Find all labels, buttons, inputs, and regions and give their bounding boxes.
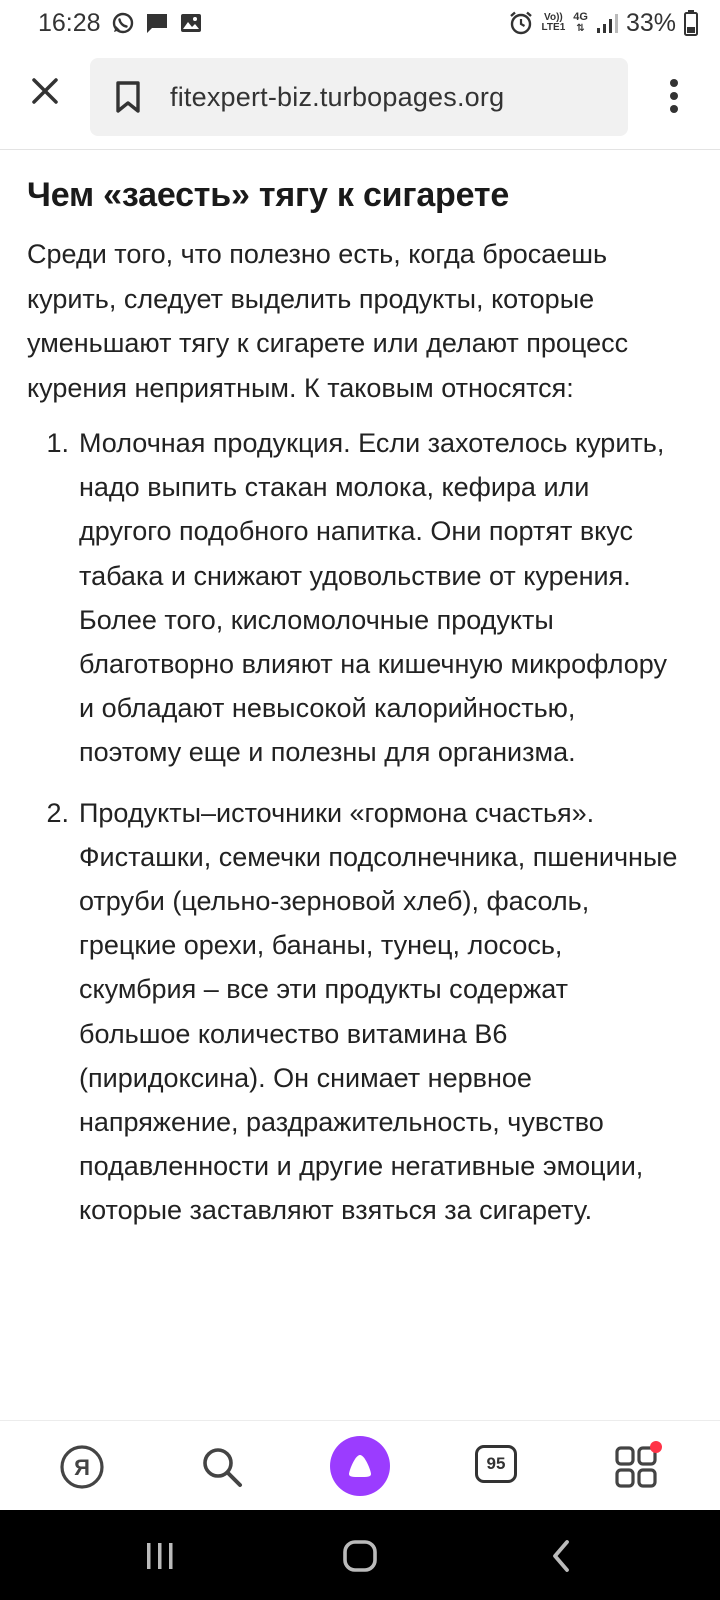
back-button[interactable] (542, 1536, 582, 1576)
services-button[interactable] (614, 1445, 658, 1489)
svg-text:Я: Я (74, 1455, 90, 1480)
alice-assistant-button[interactable] (330, 1436, 390, 1496)
alarm-icon (508, 10, 534, 36)
tabs-count-badge: 95 (475, 1445, 517, 1483)
home-button[interactable] (340, 1536, 380, 1576)
network-indicator: 4G ⇅ (573, 11, 588, 34)
yandex-home-button[interactable] (58, 1443, 106, 1491)
list-item-number: 2. (46, 797, 69, 828)
article-intro: Среди того, что полезно есть, когда бросаешь курить, следует выделить продукты, которые уменьшают тягу к сигарете или делают процесс курения неприятным. К таковым относятся: (27, 239, 629, 403)
back-icon (547, 1538, 577, 1574)
status-bar (0, 0, 720, 46)
yandex-logo-icon (59, 1444, 105, 1490)
list-item-text: Молочная продукция. Если захотелось курить, надо выпить стакан молока, кефира или другого подобного напитка. Они портят вкус табака и снижают удовольствие от курения. Более того, кисломолочные продукты благотворно влияют на кишечную микрофлору и обладают невысокой калорийностью, поэтому еще и полезны для организма. (79, 428, 668, 768)
whatsapp-icon (111, 11, 135, 35)
numbered-list (27, 421, 697, 1233)
home-icon (341, 1537, 379, 1575)
message-icon (145, 11, 169, 35)
battery-icon (684, 10, 698, 36)
more-vertical-icon (668, 78, 680, 114)
more-menu-button[interactable] (656, 72, 692, 120)
status-time: 16:28 (38, 8, 101, 37)
list-item-text: Продукты–источники «гормона счастья». Фисташки, семечки подсолнечника, пшеничные отруби (цельно-зерновой хлеб), фасоль, грецкие орехи, бананы, тунец, лосось, скумбрия – все эти продукты содержат большое количество витамина B6 (пиридоксина). Он снимает нервное напряжение, раздражительность, чувство подавленности и другие негативные эмоции, которые заставляют взяться за сигарету. (79, 797, 678, 1226)
bottom-navigation (0, 1420, 720, 1510)
close-icon (30, 76, 60, 106)
system-navigation-bar (0, 1510, 720, 1600)
article-heading: Чем «заесть» тягу к сигарете (27, 176, 510, 214)
tabs-button[interactable] (475, 1445, 517, 1483)
list-item-number: 1. (46, 428, 69, 458)
close-button[interactable] (22, 68, 68, 114)
list-item (27, 791, 697, 1233)
search-icon (200, 1445, 244, 1489)
signal-icon (596, 12, 618, 34)
search-button[interactable] (198, 1443, 246, 1491)
bookmark-icon (114, 80, 142, 114)
url-text: fitexpert-biz.turbopages.org (170, 81, 505, 112)
recent-apps-button[interactable] (140, 1536, 180, 1576)
apps-grid-icon (615, 1446, 657, 1488)
browser-header (0, 46, 720, 150)
gallery-icon (179, 11, 203, 35)
notification-dot (650, 1441, 662, 1453)
list-item (27, 421, 697, 775)
bookmark-button[interactable] (90, 58, 156, 136)
article-content (27, 150, 697, 1420)
battery-percent: 33% (625, 8, 676, 37)
recent-apps-icon (143, 1539, 177, 1573)
alice-icon (345, 1451, 375, 1481)
volte-indicator: Vo)) LTE1 (541, 12, 566, 33)
address-bar[interactable] (90, 58, 628, 136)
